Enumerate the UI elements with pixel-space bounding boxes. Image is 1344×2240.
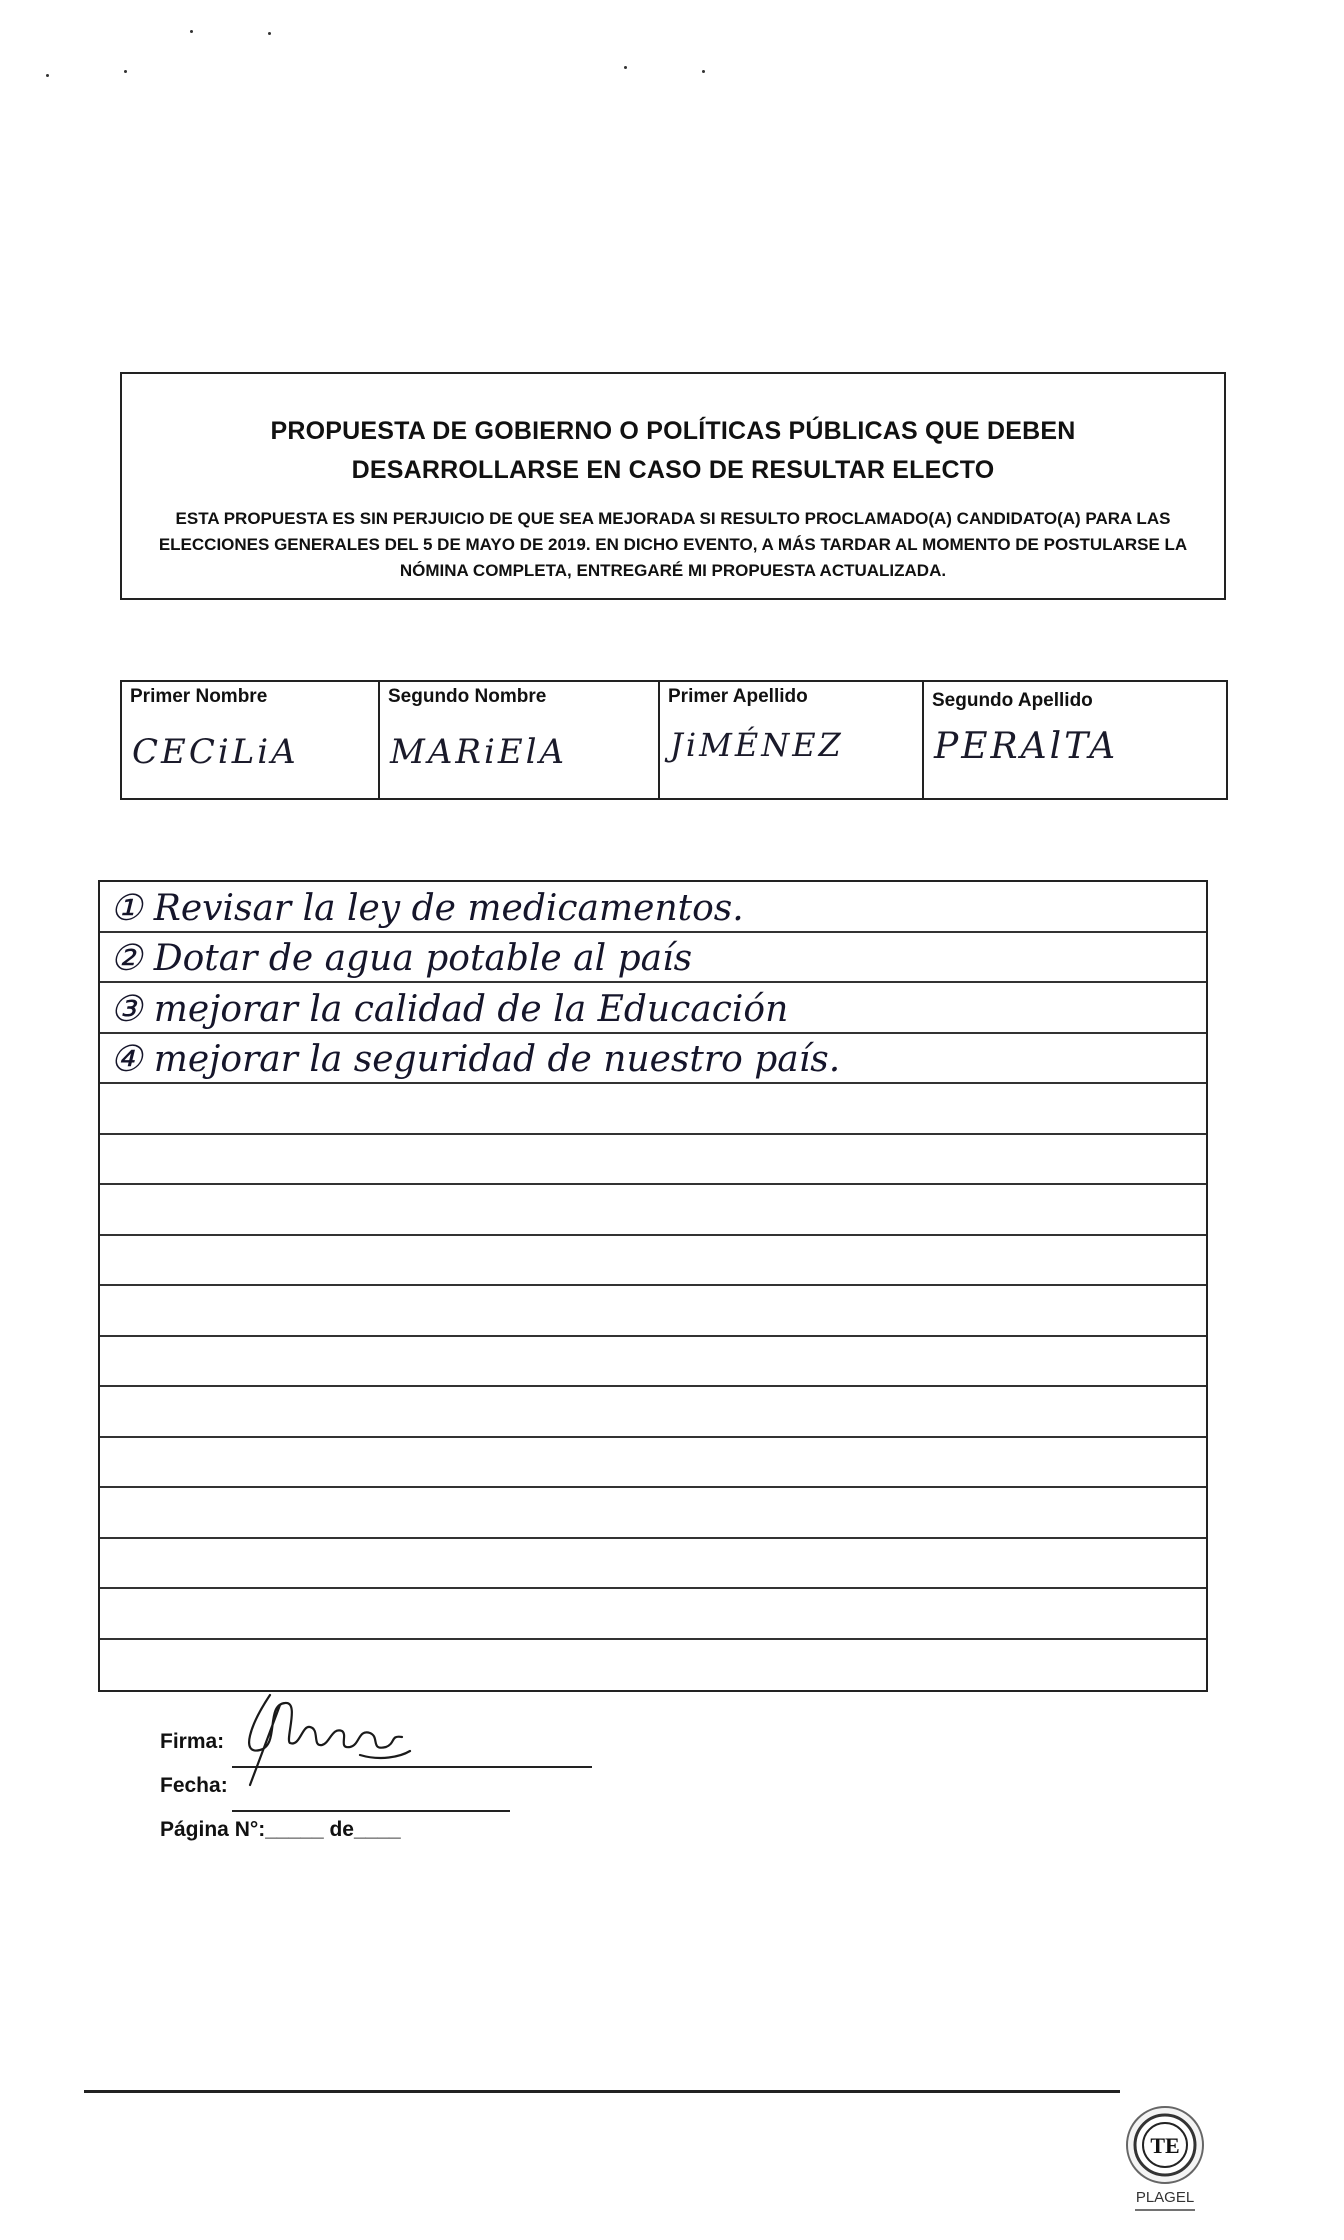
scan-speck [190,30,193,33]
second-name-value: MARiElA [390,732,568,772]
blank-line [100,1488,1206,1539]
form-note: ESTA PROPUESTA ES SIN PERJUICIO DE QUE SEA MEJORADA SI RESULTO PROCLAMADO(A) CANDIDATO(A) PARA LAS ELECCIONES GENERALES DEL 5 DE MAYO DE 2019. EN DICHO EVENTO, A MÁS TARDAR AL MOMENTO DE POSTULARSE LA NÓMINA COMPLETA, ENTREGARÉ MI PROPUESTA ACTUALIZADA. [158,509,1188,580]
fecha-line [232,1810,510,1812]
proposal-line [100,933,1206,984]
first-surname-cell [660,682,924,798]
seal-caption: PLAGEL [1135,2189,1195,2206]
blank-line [100,1084,1206,1135]
proposals-lined-box [98,880,1208,1692]
form-header-box [120,372,1226,600]
first-name-cell [122,682,380,798]
blank-line [100,1185,1206,1236]
firma-field [160,1730,224,1754]
blank-line [100,1387,1206,1438]
proposal-text: ③ mejorar la calidad de la Educación [110,988,789,1030]
blank-line [100,1135,1206,1186]
proposal-text: ① Revisar la ley de medicamentos. [110,887,744,929]
scan-speck [124,70,127,73]
blank-line [100,1337,1206,1388]
scan-speck [624,66,627,69]
proposal-text: ② Dotar de agua potable al país [110,938,693,979]
proposal-line [100,882,1206,933]
scan-speck [702,70,705,73]
proposal-line [100,1034,1206,1085]
blank-line [100,1236,1206,1287]
proposal-text: ④ mejorar la seguridad de nuestro país. [110,1039,841,1080]
first-surname-label: Primer Apellido [668,686,808,707]
blank-line [100,1539,1206,1590]
seal-initials: TE [1150,2133,1180,2158]
first-surname-value: JiMÉNEZ [670,726,844,764]
second-name-cell [380,682,660,798]
blank-line [100,1589,1206,1640]
second-name-label: Segundo Nombre [388,686,547,707]
footer-divider [84,2090,1120,2093]
proposal-line [100,983,1206,1034]
pagina-field [160,1818,401,1842]
second-surname-cell [924,682,1226,798]
handwritten-signature [230,1685,420,1795]
tribunal-seal-logo [1115,2100,1215,2225]
candidate-names-table [120,680,1228,800]
fecha-field [160,1774,228,1798]
scan-speck [268,32,271,35]
first-name-value: CECiLiA [132,732,299,772]
pagina-label: Página N°:_____ de____ [160,1818,401,1841]
fecha-label: Fecha: [160,1774,228,1797]
second-surname-value: PERAlTA [934,726,1119,767]
firma-label: Firma: [160,1730,225,1753]
blank-line [100,1286,1206,1337]
form-title: PROPUESTA DE GOBIERNO O POLÍTICAS PÚBLICAS QUE DEBEN DESARROLLARSE EN CASO DE RESULTAR ELECTO [270,417,1076,484]
second-surname-label: Segundo Apellido [932,690,1093,711]
scan-speck [46,74,49,77]
first-name-label: Primer Nombre [130,686,268,707]
blank-line [100,1438,1206,1489]
